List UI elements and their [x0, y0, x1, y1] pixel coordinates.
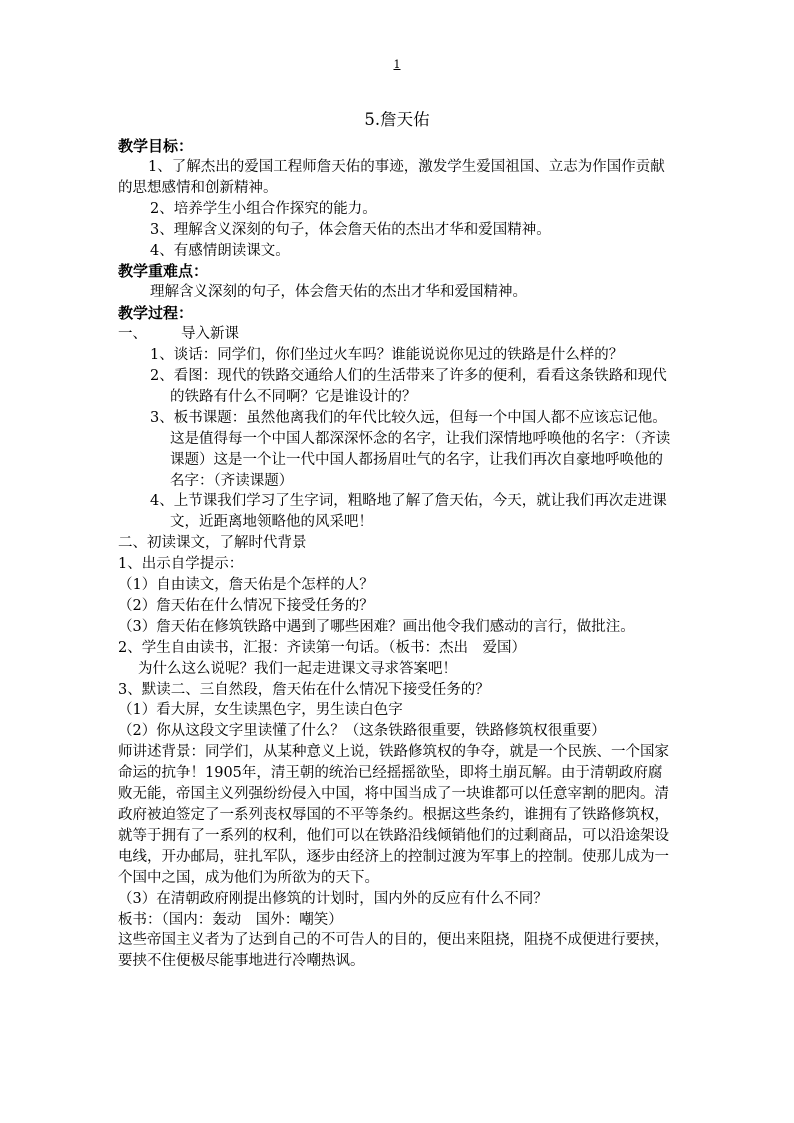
part1-item: 2、看图：现代的铁路交通给人们的生活带来了许多的便利，看看这条铁路和现代的铁路有什么不同啊？它是谁设计的？	[150, 367, 667, 405]
part2-line: （3）詹天佑在修筑铁路中遇到了哪些困难？画出他令我们感动的言行，做批注。	[118, 618, 635, 635]
key-points-text: 理解含义深刻的句子，体会詹天佑的杰出才华和爱国精神。	[150, 284, 527, 301]
goal-item: 1、了解杰出的爱国工程师詹天佑的事迹，激发学生爱国祖国、立志为作国作贡献的思想感情和创新精神。	[118, 158, 665, 196]
part2-ask: 为什么这么说呢？我们一起走进课文寻求答案吧！	[138, 660, 457, 677]
goal-item: 4、有感情朗读课文。	[150, 242, 290, 259]
document-body	[118, 136, 674, 972]
part2-line: （3）在清朝政府刚提出修筑的计划时，国内外的反应有什么不同？	[118, 890, 548, 907]
key-points-heading: 教学重难点：	[118, 262, 209, 281]
closing-paragraph: 这些帝国主义者为了达到自己的不可告人的目的，便出来阻挠，阻挠不成便进行要挟，要挟不住便极尽能事地进行冷嘲热讽。	[118, 932, 669, 970]
part2-line: 3、默读二、三自然段，詹天佑在什么情况下接受任务的？	[118, 681, 490, 698]
part2-line: （1）看大屏，女生读黑色字，男生读白色字	[118, 702, 403, 719]
part2-line: （1）自由读文，詹天佑是个怎样的人？	[118, 577, 374, 594]
process-heading: 教学过程：	[118, 304, 194, 323]
goal-item: 2、培养学生小组合作探究的能力。	[150, 200, 377, 217]
part2-line: 2、学生自由读书，汇报：齐读第一句话。（板书：杰出 爱国）	[118, 639, 526, 656]
part1-heading	[118, 324, 674, 345]
part1-number: 一、	[118, 326, 147, 343]
part2-line: 1、出示自学提示：	[118, 556, 244, 573]
goal-item: 3、理解含义深刻的句子，体会詹天佑的杰出才华和爱国精神。	[150, 221, 551, 238]
part2-title: 二、初读课文，了解时代背景	[118, 535, 307, 552]
goals-heading: 教学目标：	[118, 137, 194, 155]
part1-item: 1、谈话：同学们，你们坐过火车吗？谁能说说你见过的铁路是什么样的？	[150, 347, 624, 364]
part1-item: 4、上节课我们学习了生字词，粗略地了解了詹天佑，今天，就让我们再次走进课文，近距离地领略他的风采吧！	[150, 493, 667, 531]
part2-line: （2）詹天佑在什么情况下接受任务的？	[118, 597, 374, 614]
page-number: 1	[393, 58, 401, 71]
blackboard-note: 板书：（国内：轰动 国外：嘲笑）	[118, 911, 343, 928]
document-title: 5.詹天佑	[364, 110, 430, 129]
part1-item: 3、板书课题：虽然他离我们的年代比较久远，但每一个中国人都不应该忘记他。这是值得每一个中国人都深深怀念的名字，让我们深情地呼唤他的名字：（齐读课题）这是一个让一代中国人都扬眉吐气的名字，让我们再次自豪地呼唤他的名字：（齐读课题）	[150, 409, 671, 489]
part2-line: （2）你从这段文字里读懂了什么？（这条铁路很重要，铁路修筑权很重要）	[118, 723, 606, 740]
part1-label: 导入新课	[181, 326, 239, 343]
background-paragraph: 师讲述背景：同学们，从某种意义上说，铁路修筑权的争夺，就是一个民族、一个国家命运的抗争！1905年，清王朝的统治已经摇摇欲坠，即将土崩瓦解。由于清朝政府腐败无能，帝国主义列强纷纷侵入中国，将中国当成了一块谁都可以任意宰割的肥肉。清政府被迫签定了一系列丧权辱国的不平等条约。根据这些条约，谁拥有了铁路修筑权，就等于拥有了一系列的权利，他们可以在铁路沿线倾销他们的过剩商品，可以沿途架设电线，开办邮局，驻扎军队，逐步由经济上的控制过渡为军事上的控制。使那儿成为一个国中之国，成为他们为所欲为的天下。	[118, 744, 669, 886]
